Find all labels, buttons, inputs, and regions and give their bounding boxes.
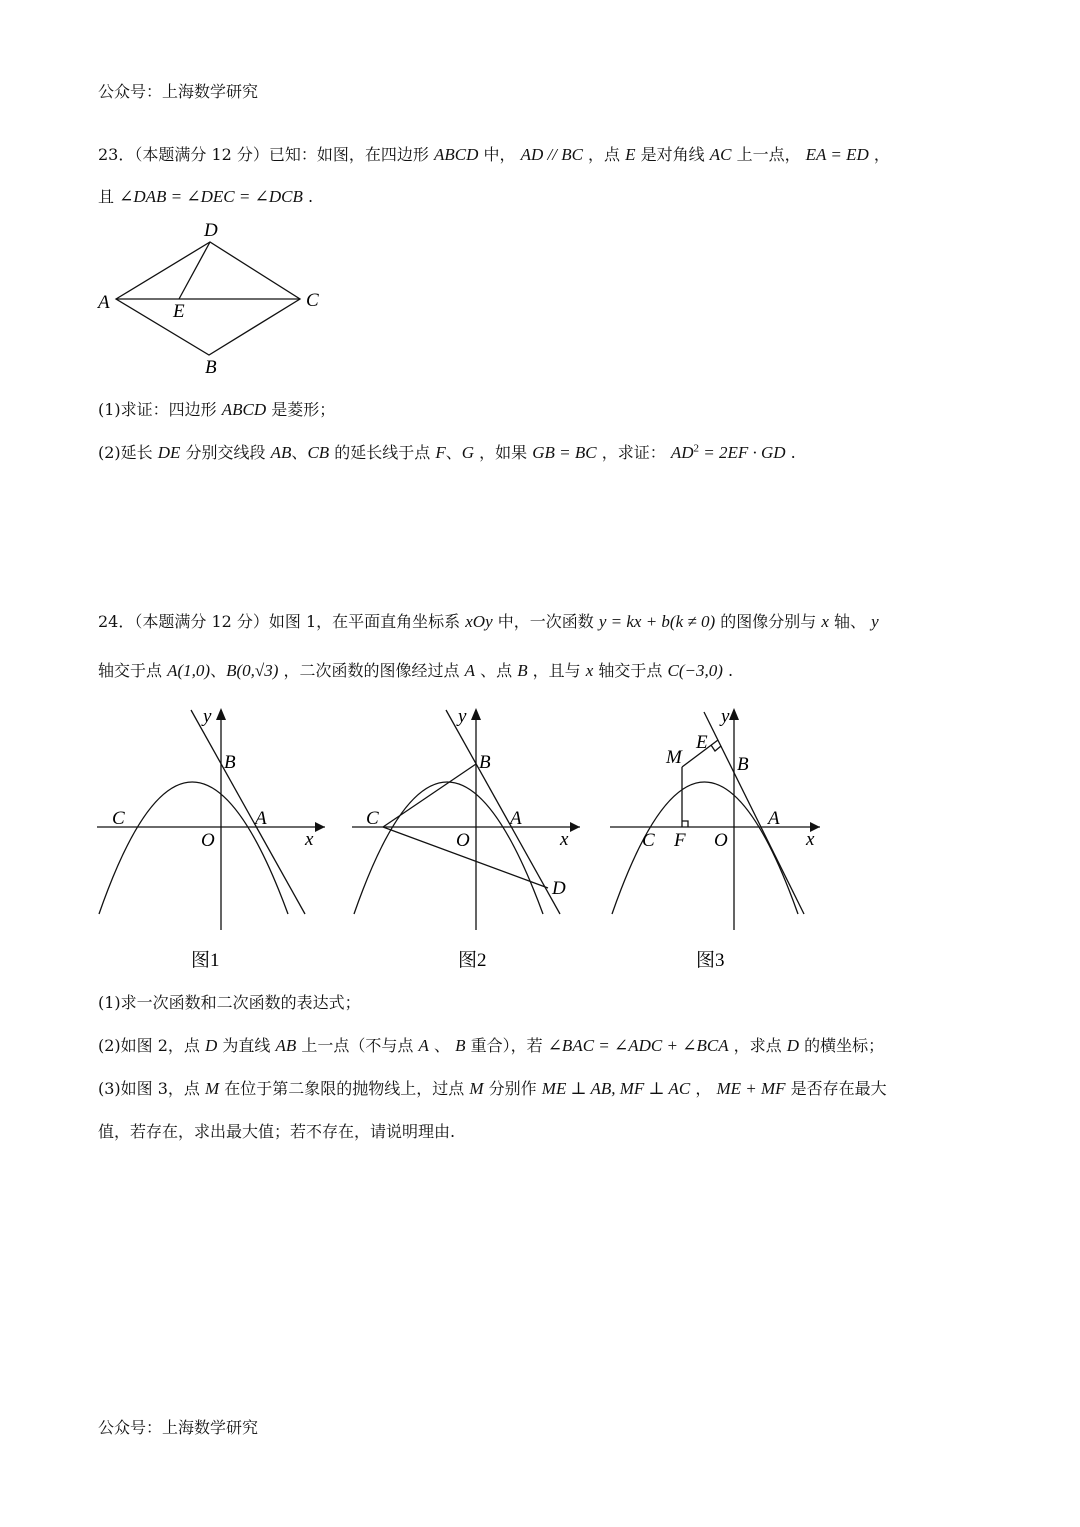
segment-de <box>179 242 210 299</box>
label-c: C <box>306 290 319 311</box>
label-x: x <box>560 829 569 850</box>
q24-statement-line1: 24．（本题满分 12 分）如图 1，在平面直角坐标系 xOy 中，一次函数 y = kx + b(k ≠ 0) 的图像分别与 x 轴、 y <box>98 612 879 631</box>
label-y: y <box>721 706 730 727</box>
caption-fig1: 图1 <box>191 950 220 971</box>
label-c: C <box>642 830 655 851</box>
q23-rhombus-figure <box>90 218 340 378</box>
right-angle-mark-f <box>682 821 688 827</box>
label-x: x <box>305 829 314 850</box>
label-o: O <box>456 830 470 851</box>
q23-statement-line1: 23．（本题满分 12 分）已知：如图，在四边形 ABCD 中， AD // BC ，点 E 是对角线 AC 上一点， EA = ED ， <box>98 145 890 164</box>
label-f: F <box>674 830 686 851</box>
parabola <box>354 782 543 914</box>
label-o: O <box>714 830 728 851</box>
label-d: D <box>204 220 218 241</box>
label-o: O <box>201 830 215 851</box>
label-y: y <box>203 706 212 727</box>
label-a: A <box>768 808 780 829</box>
caption-fig2: 图2 <box>458 950 487 971</box>
q24-statement-line2: 轴交于点 A(1,0)、B(0,√3) ，二次函数的图像经过点 A 、点 B ，且与 x 轴交于点 C(−3,0) . <box>98 661 734 680</box>
q24-part2: (2)如图 2，点 D 为直线 AB 上一点（不与点 A 、 B 重合），若 ∠BAC = ∠ADC + ∠BCA ，求点 D 的横坐标； <box>98 1036 885 1055</box>
parabola <box>612 782 798 914</box>
x-axis-arrow-icon <box>315 822 325 832</box>
page-header: 公众号：上海数学研究 <box>98 82 259 101</box>
label-e: E <box>696 732 708 753</box>
label-y: y <box>458 706 467 727</box>
q24-figure-2 <box>350 700 590 980</box>
label-a: A <box>98 292 110 313</box>
label-a: A <box>255 808 267 829</box>
label-b: B <box>224 752 236 773</box>
caption-fig3: 图3 <box>696 950 725 971</box>
parabola <box>99 782 288 914</box>
y-axis-arrow-icon <box>216 708 226 720</box>
q24-part3-line1: (3)如图 3，点 M 在位于第二象限的抛物线上，过点 M 分别作 ME ⊥ AB, MF ⊥ AC ， ME + MF 是否存在最大 <box>98 1079 887 1098</box>
label-a: A <box>510 808 522 829</box>
y-axis-arrow-icon <box>471 708 481 720</box>
line-ab <box>191 710 305 914</box>
label-b: B <box>737 754 749 775</box>
label-x: x <box>806 829 815 850</box>
label-c: C <box>366 808 379 829</box>
y-axis-arrow-icon <box>729 708 739 720</box>
line-ab <box>446 710 560 914</box>
q23-part1: (1)求证：四边形 ABCD 是菱形； <box>98 400 336 419</box>
label-m: M <box>666 747 682 768</box>
label-b: B <box>205 357 217 378</box>
label-d: D <box>552 878 566 899</box>
line-ab <box>704 712 804 914</box>
q24-part1: (1)求一次函数和二次函数的表达式； <box>98 993 361 1012</box>
label-c: C <box>112 808 125 829</box>
page-footer: 公众号：上海数学研究 <box>98 1418 259 1437</box>
segment-cb <box>383 764 476 827</box>
q24-figure-1 <box>95 700 335 980</box>
x-axis-arrow-icon <box>570 822 580 832</box>
right-angle-mark-e <box>711 745 721 751</box>
q24-part3-line2: 值，若存在，求出最大值；若不存在，请说明理由. <box>98 1122 456 1141</box>
label-b: B <box>479 752 491 773</box>
q23-statement-line2: 且 ∠DAB = ∠DEC = ∠DCB . <box>98 187 314 206</box>
q24-figure-3 <box>608 700 848 980</box>
q23-part2: (2)延长 DE 分别交线段 AB、CB 的延长线于点 F、G ，如果 GB = BC ，求证： $AD^2 = 2EF$ · GD . <box>98 442 796 462</box>
label-e: E <box>173 301 185 322</box>
